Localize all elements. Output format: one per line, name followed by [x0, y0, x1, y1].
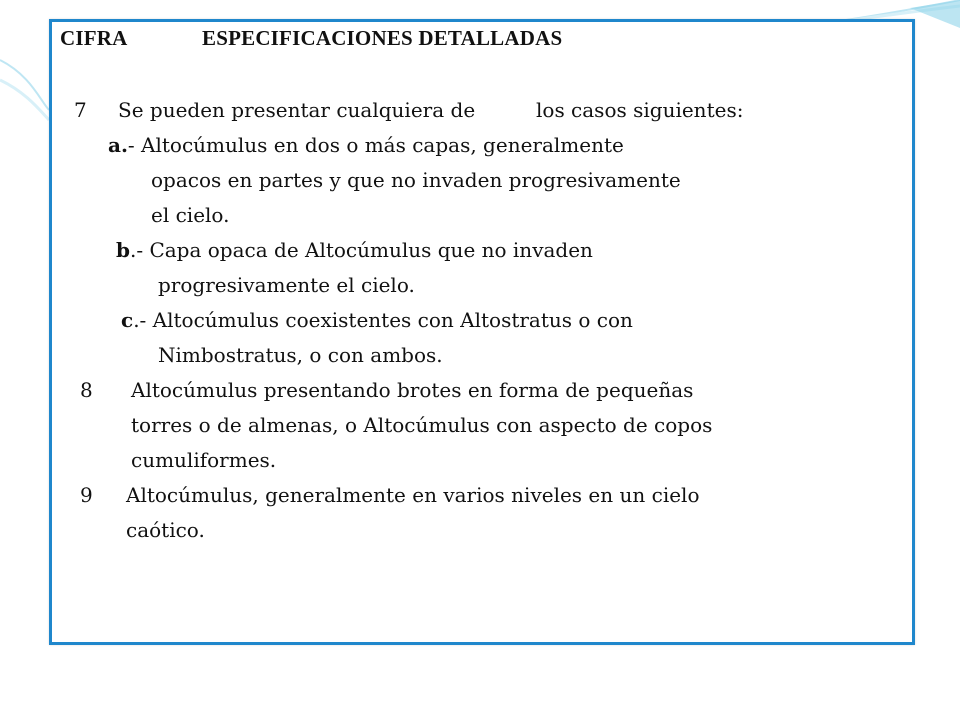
subitem-a-line-1 [108, 133, 624, 157]
header-cifra: CIFRA [60, 26, 128, 50]
subitem-b-line-1 [116, 238, 593, 262]
subitem-c-text: .- Altocúmulus coexistentes con Altostratus o con [133, 308, 633, 332]
item-8-line-3: cumuliformes. [131, 448, 277, 472]
subitem-a-line-2: opacos en partes y que no invaden progresivamente [151, 168, 681, 192]
subitem-c-line-2: Nimbostratus, o con ambos. [158, 343, 443, 367]
subitem-c-line-1 [121, 308, 633, 332]
subitem-b-label: b [116, 238, 130, 262]
item-9-number: 9 [80, 483, 93, 507]
document-content [52, 22, 912, 642]
subitem-c-label: c [121, 308, 134, 332]
item-9-line-2: caótico. [126, 518, 205, 542]
item-7-text-a: Se pueden presentar cualquiera de [118, 98, 476, 122]
item-7-number: 7 [74, 98, 87, 122]
item-8-number: 8 [80, 378, 93, 402]
subitem-b-line-2: progresivamente el cielo. [158, 273, 415, 297]
subitem-a-line-3: el cielo. [151, 203, 230, 227]
subitem-a-label: a. [108, 133, 128, 157]
item-8-line-2: torres o de almenas, o Altocúmulus con aspecto de copos [131, 413, 713, 437]
item-7-text-b: los casos siguientes: [536, 98, 744, 122]
subitem-b-text: .- Capa opaca de Altocúmulus que no invaden [129, 238, 593, 262]
header-especificaciones: ESPECIFICACIONES DETALLADAS [202, 26, 563, 50]
item-8-line-1: Altocúmulus presentando brotes en forma de pequeñas [131, 378, 694, 402]
content-frame [49, 19, 915, 645]
item-9-line-1: Altocúmulus, generalmente en varios niveles en un cielo [126, 483, 700, 507]
subitem-a-text: - Altocúmulus en dos o más capas, generalmente [127, 133, 624, 157]
